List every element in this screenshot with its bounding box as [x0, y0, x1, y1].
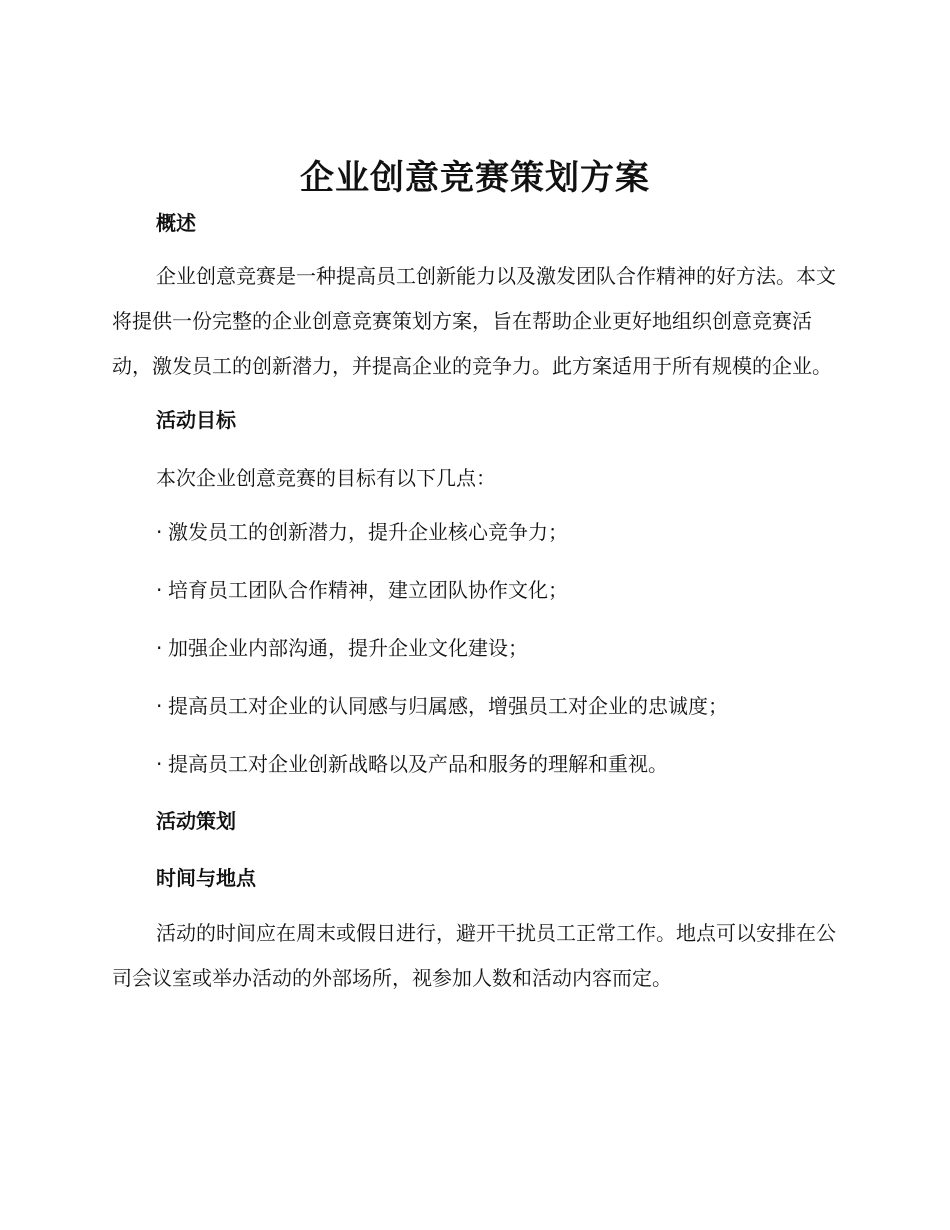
list-item: [112, 677, 837, 735]
bullet-text: 加强企业内部沟通，提升企业文化建设；: [168, 636, 528, 660]
bullet-marker: ·: [156, 520, 163, 544]
list-item: [112, 561, 837, 619]
section-heading-planning: 活动策划: [156, 809, 236, 833]
goals-bullet-list: [112, 503, 837, 793]
overview-paragraph: 企业创意竞赛是一种提高员工创新能力以及激发团队合作精神的好方法。本文将提供一份完整的企业创意竞赛策划方案，旨在帮助企业更好地组织创意竞赛活动，激发员工的创新潜力，并提高企业的竞争力。此方案适用于所有规模的企业。: [112, 264, 836, 378]
bullet-text: 提高员工对企业创新战略以及产品和服务的理解和重视。: [168, 752, 668, 776]
section-heading-goals: 活动目标: [156, 408, 236, 432]
list-item: [112, 619, 837, 677]
bullet-marker: ·: [156, 578, 163, 602]
document-body: [112, 203, 837, 1001]
list-item: [112, 735, 837, 793]
subsection-heading-time-place: 时间与地点: [156, 866, 256, 890]
goals-intro: 本次企业创意竞赛的目标有以下几点：: [156, 466, 496, 490]
bullet-text: 激发员工的创新潜力，提升企业核心竞争力；: [168, 520, 568, 544]
bullet-marker: ·: [156, 694, 163, 718]
time-place-paragraph: 活动的时间应在周末或假日进行，避开干扰员工正常工作。地点可以安排在公司会议室或举办活动的外部场所，视参加人数和活动内容而定。: [112, 921, 836, 990]
bullet-text: 培育员工团队合作精神，建立团队协作文化；: [168, 578, 568, 602]
section-heading-overview: 概述: [156, 211, 196, 235]
bullet-marker: ·: [156, 752, 163, 776]
bullet-text: 提高员工对企业的认同感与归属感，增强员工对企业的忠诚度；: [168, 694, 728, 718]
document-title: 企业创意竞赛策划方案: [300, 158, 650, 198]
list-item: [112, 503, 837, 561]
bullet-marker: ·: [156, 636, 163, 660]
